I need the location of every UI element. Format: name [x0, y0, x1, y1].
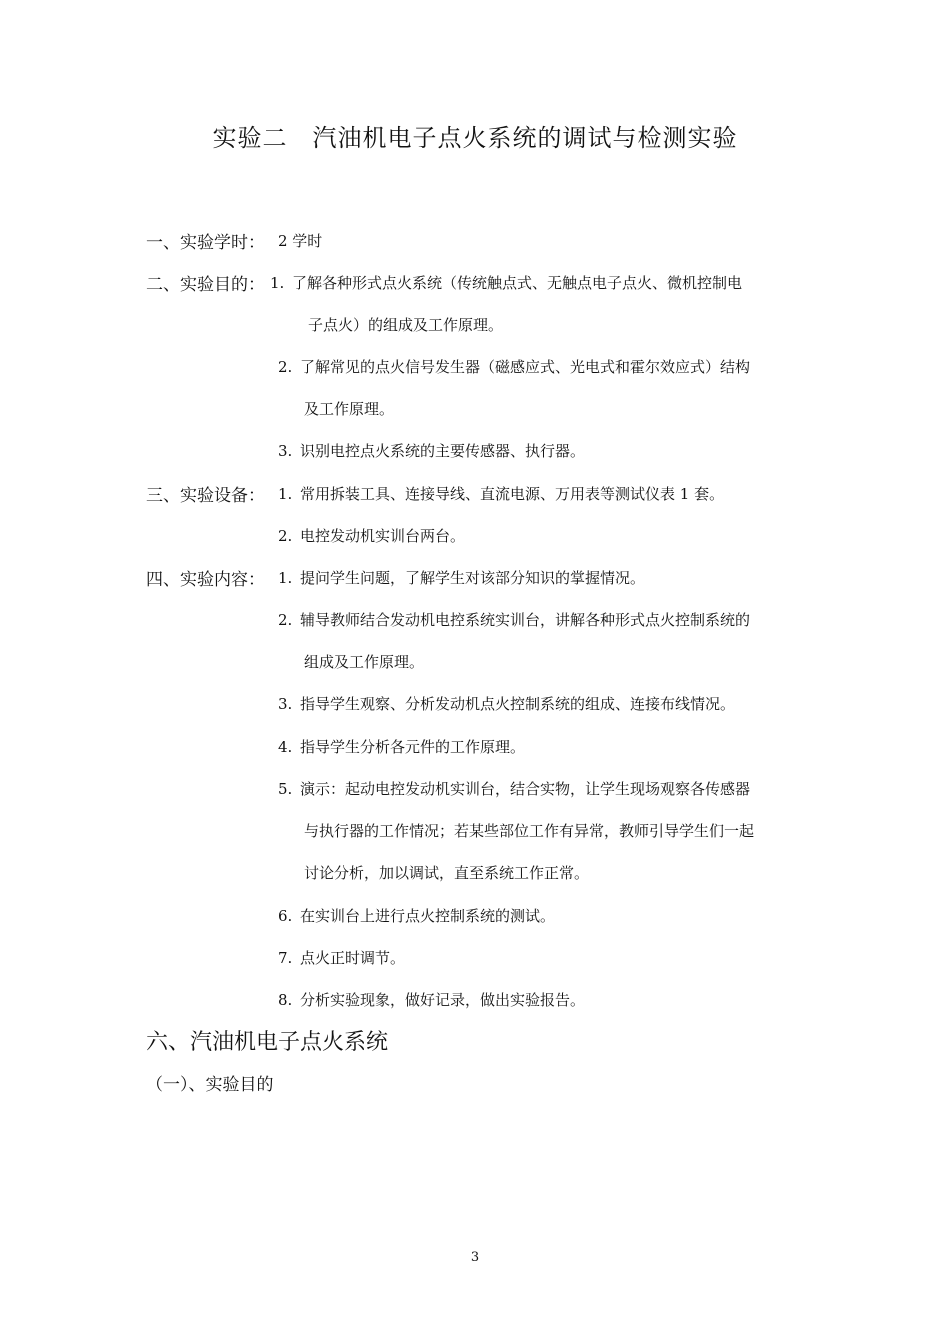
item-text: 演示：起动电控发动机实训台，结合实物，让学生现场观察各传感器 — [300, 780, 751, 798]
item-text: 指导学生观察、分析发动机点火控制系统的组成、连接布线情况。 — [300, 695, 736, 713]
item-number: 6. — [278, 907, 293, 925]
section-six-heading: 六、汽油机电子点火系统 — [146, 1030, 389, 1055]
content-item-8 — [278, 989, 585, 1010]
purpose-label: 二、实验目的： — [146, 275, 265, 295]
subsection-one-heading: （一）、实验目的 — [146, 1075, 274, 1095]
content-item-4 — [278, 736, 525, 757]
page-title: 实验二 汽油机电子点火系统的调试与检测实验 — [212, 124, 738, 152]
content-item-7 — [278, 947, 405, 968]
content-item-5-cont-2: 讨论分析，加以调试，直至系统工作正常。 — [304, 864, 590, 882]
item-number: 5. — [278, 780, 293, 798]
content-item-5 — [278, 778, 750, 799]
purpose-item-1 — [270, 272, 742, 293]
equipment-item-2 — [278, 525, 465, 546]
item-text: 点火正时调节。 — [300, 949, 406, 967]
item-text: 辅导教师结合发动机电控系统实训台，讲解各种形式点火控制系统的 — [300, 611, 751, 629]
item-number: 2. — [278, 358, 293, 376]
item-number: 1. — [278, 569, 293, 587]
item-number: 7. — [278, 949, 293, 967]
content-item-2 — [278, 609, 750, 630]
item-number: 2. — [278, 611, 293, 629]
content-item-2-cont: 组成及工作原理。 — [304, 653, 425, 671]
equipment-item-1 — [278, 483, 724, 504]
content-item-3 — [278, 693, 735, 714]
item-text: 提问学生问题，了解学生对该部分知识的掌握情况。 — [300, 569, 646, 587]
item-number: 1. — [278, 485, 293, 503]
item-text: 了解常见的点火信号发生器（磁感应式、光电式和霍尔效应式）结构 — [300, 358, 751, 376]
item-number: 8. — [278, 991, 293, 1009]
purpose-item-3 — [278, 440, 585, 461]
content-item-5-cont-1: 与执行器的工作情况；若某些部位工作有异常，教师引导学生们一起 — [304, 822, 755, 840]
item-text: 电控发动机实训台两台。 — [300, 527, 466, 545]
purpose-item-2 — [278, 356, 750, 377]
purpose-item-1-cont: 子点火）的组成及工作原理。 — [308, 316, 504, 334]
item-text: 分析实验现象，做好记录，做出实验报告。 — [300, 991, 586, 1009]
purpose-item-2-cont: 及工作原理。 — [304, 400, 395, 418]
item-number: 1. — [270, 274, 285, 292]
item-text: 了解各种形式点火系统（传统触点式、无触点电子点火、微机控制电 — [292, 274, 743, 292]
equipment-label: 三、实验设备： — [146, 486, 265, 506]
item-number: 3. — [278, 442, 293, 460]
item-text: 常用拆装工具、连接导线、直流电源、万用表等测试仪表 1 套。 — [300, 485, 725, 503]
hours-value: 2 学时 — [278, 232, 323, 250]
content-label: 四、实验内容： — [146, 570, 265, 590]
item-text: 指导学生分析各元件的工作原理。 — [300, 738, 526, 756]
item-text: 在实训台上进行点火控制系统的测试。 — [300, 907, 556, 925]
hours-label: 一、实验学时： — [146, 233, 265, 253]
content-item-1 — [278, 567, 645, 588]
item-number: 3. — [278, 695, 293, 713]
item-number: 4. — [278, 738, 293, 756]
item-text: 识别电控点火系统的主要传感器、执行器。 — [300, 442, 586, 460]
item-number: 2. — [278, 527, 293, 545]
page-number: 3 — [470, 1250, 480, 1265]
content-item-6 — [278, 905, 555, 926]
